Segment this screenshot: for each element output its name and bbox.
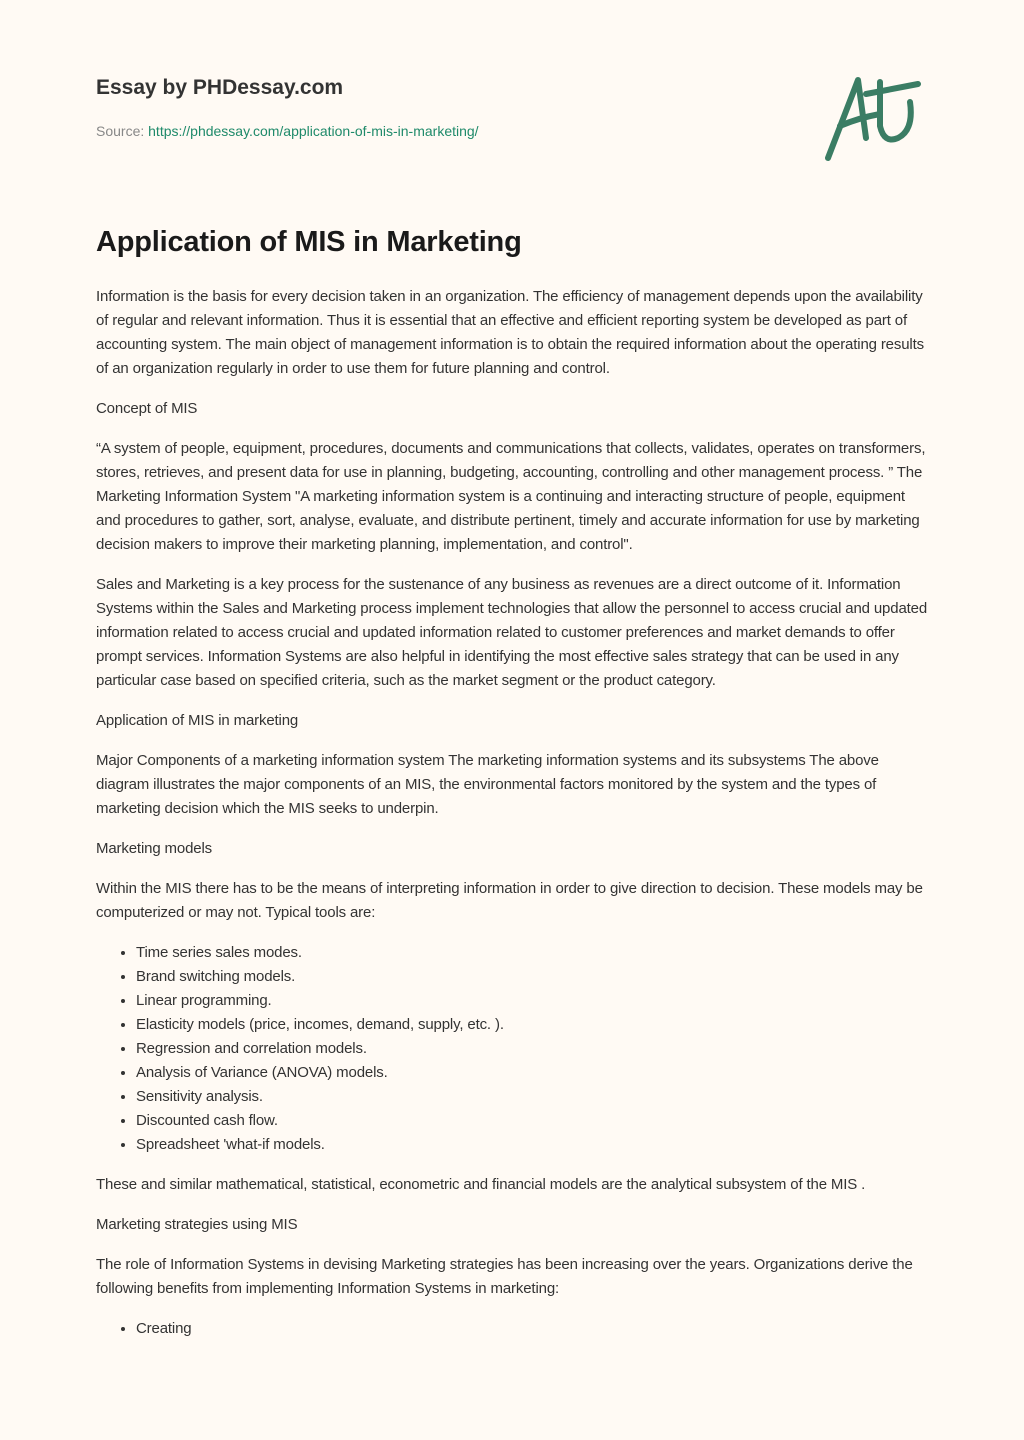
section-heading: Application of MIS in marketing [96,712,299,729]
source-label: Source: [96,123,145,139]
section-heading: Concept of MIS [96,400,198,417]
bullet-list [96,1317,932,1341]
site-title: Essay by PHDessay.com [96,76,344,99]
list-item: • Spreadsheet 'what-if models. [136,1133,932,1157]
paragraph: These and similar mathematical, statistical, econometric and financial models are the analytical subsystem of the MIS . [96,1176,866,1193]
a-plus-logo [818,68,928,164]
list-item: • Elasticity models (price, incomes, demand, supply, etc. ). [136,1013,932,1037]
paragraph: Sales and Marketing is a key process for the sustenance of any business as revenues are a direct outcome of it. Information Systems within the Sales and Marketing process implement technologies that allow the personnel to access crucial and updated information related to access crucial and updated information related to customer preferences and market demands to offer prompt services. Information Systems are also helpful in identifying the most effective sales strategy that can be used in any particular case based on specified criteria, such as the market segment or the product category. [96,576,928,689]
section-heading: Marketing strategies using MIS [96,1216,298,1233]
paragraph: Major Components of a marketing information system The marketing information systems and its subsystems The above diagram illustrates the major components of an MIS, the environmental factors monitored by the system and the types of marketing decision which the MIS seeks to underpin. [96,752,879,817]
paragraph: The role of Information Systems in devising Marketing strategies has been increasing over the years. Organizations derive the following benefits from implementing Information Systems in marketing: [96,1256,913,1297]
list-item: • Analysis of Variance (ANOVA) models. [136,1061,932,1085]
bullet-list [96,941,932,1157]
article-body [96,285,932,1357]
list-item: • Brand switching models. [136,965,932,989]
list-item: • Creating [136,1317,932,1341]
list-item: • Linear programming. [136,989,932,1013]
source-link[interactable]: https://phdessay.com/application-of-mis-in-marketing/ [148,123,479,139]
section-heading: Marketing models [96,840,212,857]
list-item: • Discounted cash flow. [136,1109,932,1133]
list-item: • Sensitivity analysis. [136,1085,932,1109]
list-item: • Time series sales modes. [136,941,932,965]
source-line [96,123,479,139]
paragraph: Information is the basis for every decision taken in an organization. The efficiency of management depends upon the availability of regular and relevant information. Thus it is essential that an effective and efficient reporting system be developed as part of accounting system. The main object of management information is to obtain the required information about the operating results of an organization regularly in order to use them for future planning and control. [96,288,924,377]
paragraph: “A system of people, equipment, procedures, documents and communications that collects, validates, operates on transformers, stores, retrieves, and present data for use in planning, budgeting, accounting, controlling and other management process. ” The Marketing Information System "A marketing information system is a continuing and interacting structure of people, equipment and procedures to gather, sort, analyse, evaluate, and distribute pertinent, timely and accurate information for use by marketing decision makers to improve their marketing planning, implementation, and control". [96,440,926,553]
paragraph: Within the MIS there has to be the means of interpreting information in order to give direction to decision. These models may be computerized or may not. Typical tools are: [96,880,923,921]
list-item: • Regression and correlation models. [136,1037,932,1061]
article-title: Application of MIS in Marketing [96,226,522,258]
